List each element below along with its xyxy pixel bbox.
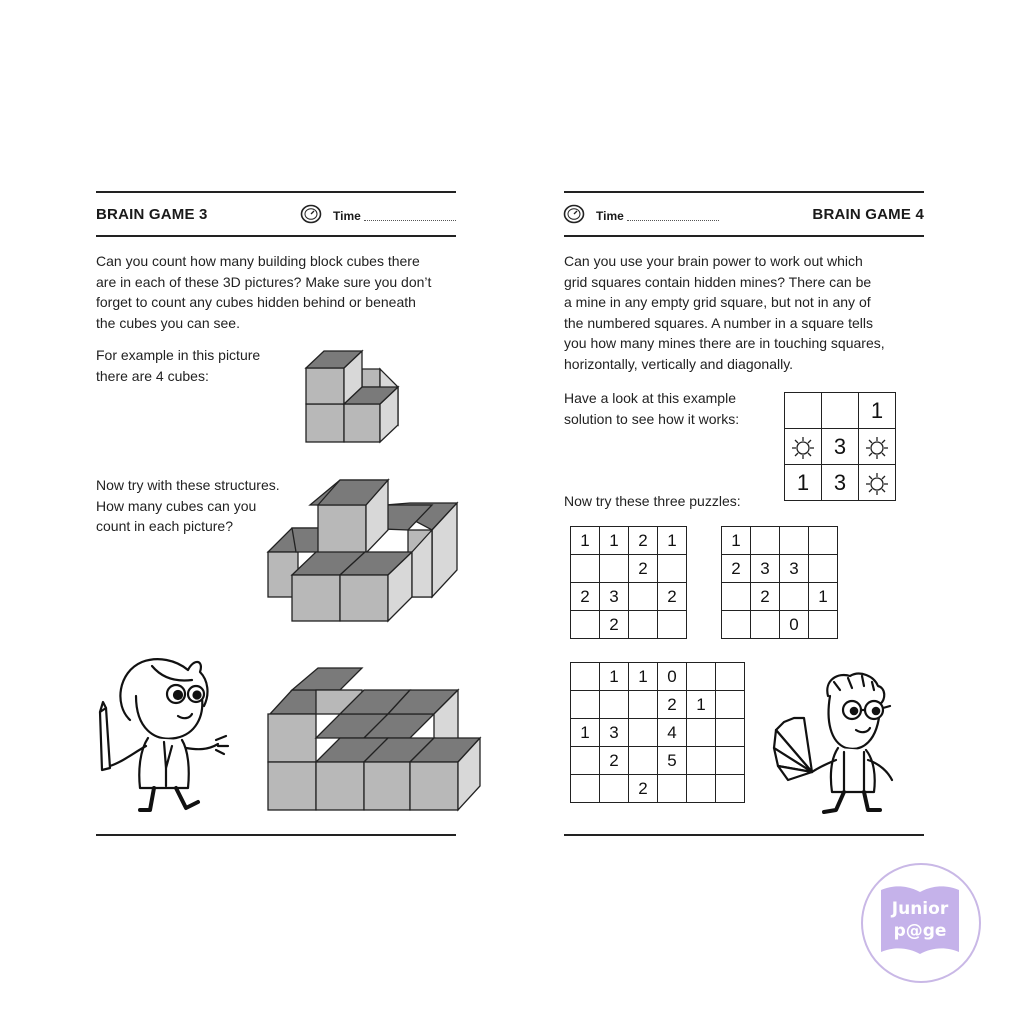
left-example-text (96, 345, 296, 386)
number-cell: 5 (658, 747, 687, 775)
text-line: the cubes you can see. (96, 314, 240, 331)
number-cell: 3 (822, 465, 859, 501)
number-cell: 2 (629, 555, 658, 583)
number-cell: 1 (785, 465, 822, 501)
number-cell: 1 (600, 663, 629, 691)
empty-cell (571, 611, 600, 639)
empty-cell (658, 555, 687, 583)
example-cube-structure (300, 345, 405, 450)
grid-row (785, 465, 896, 501)
text-line: a mine in any empty grid square, but not in any of (564, 294, 871, 310)
empty-cell (571, 663, 600, 691)
grid-row (571, 691, 745, 719)
minesweeper-puzzle-2 (721, 526, 838, 639)
empty-cell (687, 747, 716, 775)
empty-cell (600, 775, 629, 803)
text-line: forget to count any cubes hidden behind or beneath (96, 294, 416, 310)
grid-row (722, 527, 838, 555)
number-cell: 3 (600, 719, 629, 747)
grid-row (722, 555, 838, 583)
left-bottom-rule (96, 834, 456, 836)
empty-cell (629, 583, 658, 611)
minesweeper-puzzle-1 (570, 526, 687, 639)
number-cell: 2 (629, 775, 658, 803)
grid-row (571, 611, 687, 639)
empty-cell (716, 747, 745, 775)
empty-cell (785, 393, 822, 429)
empty-cell (751, 611, 780, 639)
empty-cell (600, 555, 629, 583)
left-time-field (364, 220, 456, 221)
grid-row (785, 393, 896, 429)
right-intro-text (564, 251, 944, 374)
left-top-rule (96, 191, 456, 193)
empty-cell (629, 719, 658, 747)
number-cell: 2 (658, 583, 687, 611)
grid-row (571, 747, 745, 775)
number-cell: 3 (822, 429, 859, 465)
right-page-title: BRAIN GAME 4 (812, 206, 924, 223)
cube-structure-1 (262, 475, 462, 625)
number-cell: 2 (600, 747, 629, 775)
number-cell: 2 (600, 611, 629, 639)
number-cell: 4 (658, 719, 687, 747)
empty-cell (780, 583, 809, 611)
number-cell: 1 (629, 663, 658, 691)
left-header-rule (96, 235, 456, 237)
text-line: For example in this picture (96, 347, 261, 363)
empty-cell (716, 691, 745, 719)
girl-with-pencil-illustration (92, 650, 232, 815)
right-time-field (627, 220, 719, 221)
left-time-label: Time (333, 209, 361, 223)
grid-row (571, 555, 687, 583)
text-line: you how many mines there are in touching squares, (564, 335, 885, 351)
text-line: How many cubes can you (96, 497, 257, 514)
right-header-rule (564, 235, 924, 237)
grid-row (571, 719, 745, 747)
text-line: the numbered squares. A number in a square tells (564, 314, 873, 331)
text-line: Have a look at this example (564, 390, 736, 406)
right-top-rule (564, 191, 924, 193)
empty-cell (571, 775, 600, 803)
right-example-text (564, 388, 774, 429)
number-cell: 1 (859, 393, 896, 429)
number-cell: 0 (780, 611, 809, 639)
grid-row (571, 527, 687, 555)
empty-cell (751, 527, 780, 555)
text-line: solution to see how it works: (564, 410, 740, 427)
number-cell: 2 (658, 691, 687, 719)
text-line: count in each picture? (96, 518, 233, 534)
number-cell: 2 (571, 583, 600, 611)
empty-cell (809, 555, 838, 583)
number-cell: 1 (687, 691, 716, 719)
number-cell: 1 (722, 527, 751, 555)
number-cell: 1 (809, 583, 838, 611)
left-intro-text (96, 251, 476, 333)
number-cell: 1 (658, 527, 687, 555)
empty-cell (722, 611, 751, 639)
number-cell: 2 (751, 583, 780, 611)
number-cell: 1 (571, 527, 600, 555)
mine-icon (859, 465, 896, 501)
text-line: Now try with these structures. (96, 477, 280, 493)
empty-cell (809, 611, 838, 639)
grid-row (722, 611, 838, 639)
number-cell: 3 (751, 555, 780, 583)
empty-cell (716, 719, 745, 747)
number-cell: 3 (780, 555, 809, 583)
boy-with-fan-illustration (768, 668, 910, 816)
number-cell: 2 (629, 527, 658, 555)
grid-row (722, 583, 838, 611)
example-solution-grid (784, 392, 896, 501)
empty-cell (722, 583, 751, 611)
text-line: there are 4 cubes: (96, 367, 209, 384)
empty-cell (687, 719, 716, 747)
empty-cell (571, 747, 600, 775)
empty-cell (809, 527, 838, 555)
stopwatch-icon (563, 204, 585, 224)
mine-icon (859, 429, 896, 465)
number-cell: 0 (658, 663, 687, 691)
empty-cell (716, 775, 745, 803)
empty-cell (629, 611, 658, 639)
empty-cell (658, 775, 687, 803)
number-cell: 3 (600, 583, 629, 611)
grid-row (571, 775, 745, 803)
empty-cell (629, 691, 658, 719)
grid-row (785, 429, 896, 465)
empty-cell (822, 393, 859, 429)
empty-cell (658, 611, 687, 639)
right-bottom-rule (564, 834, 924, 836)
empty-cell (687, 663, 716, 691)
mine-icon (785, 429, 822, 465)
logo-text-line-2: p@ge (893, 921, 947, 941)
text-line: are in each of these 3D pictures? Make sure you don’t (96, 273, 432, 290)
grid-row (571, 583, 687, 611)
cube-structure-2 (262, 665, 484, 815)
grid-row (571, 663, 745, 691)
number-cell: 1 (571, 719, 600, 747)
empty-cell (687, 775, 716, 803)
stopwatch-icon (300, 204, 322, 224)
empty-cell (571, 691, 600, 719)
number-cell: 2 (722, 555, 751, 583)
empty-cell (600, 691, 629, 719)
text-line: horizontally, vertically and diagonally. (564, 355, 794, 372)
text-line: Can you use your brain power to work out which (564, 253, 863, 269)
text-line: grid squares contain hidden mines? There can be (564, 273, 872, 290)
right-time-label: Time (596, 209, 624, 223)
empty-cell (629, 747, 658, 775)
empty-cell (716, 663, 745, 691)
minesweeper-puzzle-3 (570, 662, 745, 803)
left-page-title: BRAIN GAME 3 (96, 206, 208, 223)
open-book-icon (877, 880, 963, 960)
right-try-text: Now try these three puzzles: (564, 493, 741, 509)
text-line: Can you count how many building block cubes there (96, 253, 420, 269)
empty-cell (571, 555, 600, 583)
number-cell: 1 (600, 527, 629, 555)
logo-text-line-1: Junior (891, 899, 949, 919)
empty-cell (780, 527, 809, 555)
